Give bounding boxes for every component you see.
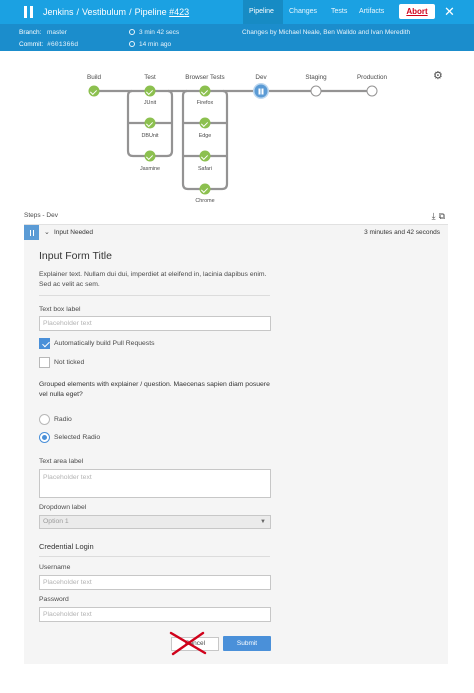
time-ago (129, 40, 171, 49)
steps-title: Steps - Dev (24, 212, 58, 219)
node-edge-success[interactable] (200, 118, 211, 129)
branch-label-junit: JUnit (143, 100, 157, 106)
branch-label-edge: Edge (198, 133, 212, 139)
submit-button[interactable]: Submit (223, 636, 271, 651)
abort-button[interactable]: Abort (399, 4, 435, 19)
form-title: Input Form Title (39, 250, 112, 262)
commit-value: #601366d (47, 41, 79, 48)
gear-icon[interactable]: ⚙ (433, 70, 443, 82)
breadcrumb-jenkins[interactable]: Jenkins (43, 7, 74, 17)
cancel-button[interactable]: Cancel (171, 637, 219, 651)
duration (129, 28, 179, 37)
tab-artifacts[interactable]: Artifacts (359, 8, 385, 15)
password-label: Password (39, 596, 69, 603)
divider (39, 295, 270, 296)
step-row-input-needed[interactable] (24, 224, 448, 240)
breadcrumb (43, 5, 189, 19)
dropdown-label: Dropdown label (39, 504, 87, 511)
stage-label-production: Production (356, 74, 388, 81)
node-staging-pending[interactable] (311, 86, 322, 97)
steps-actions (432, 209, 448, 223)
commit-label: Commit: (19, 41, 44, 48)
checkbox-auto-build-label: Automatically build Pull Requests (54, 340, 155, 347)
stage-label-build: Build (86, 74, 102, 81)
clock-icon (129, 41, 135, 47)
chevron-down-icon: ▼ (260, 519, 266, 525)
node-jasmine-success[interactable] (145, 151, 156, 162)
breadcrumb-separator: / (129, 7, 132, 17)
checkbox-auto-build[interactable] (39, 338, 50, 349)
radio-selected[interactable] (39, 432, 50, 443)
node-chrome-success[interactable] (200, 184, 211, 195)
group-question: Grouped elements with explainer / question. Maecenas sapien diam posuere vel nulla eget? (39, 381, 270, 398)
textbox-input[interactable]: Placeholder text (39, 316, 271, 331)
branch-label-safari: Safari (197, 166, 213, 172)
node-dbunit-success[interactable] (145, 118, 156, 129)
checkbox-not-ticked-label: Not ticked (54, 359, 85, 366)
tab-changes[interactable]: Changes (289, 8, 318, 15)
stage-label-staging: Staging (305, 74, 327, 81)
input-form (24, 240, 448, 664)
divider (39, 556, 270, 557)
breadcrumb-pipeline[interactable]: Pipeline (134, 7, 167, 17)
username-label: Username (39, 564, 71, 571)
node-dev-paused[interactable] (255, 85, 268, 98)
node-junit-success[interactable] (145, 86, 156, 97)
branch-value: master (47, 29, 67, 36)
node-safari-success[interactable] (200, 151, 211, 162)
stage-label-test: Test (144, 74, 156, 81)
top-bar (0, 0, 474, 24)
pipeline-connectors (0, 60, 474, 210)
node-build-success[interactable] (89, 86, 100, 97)
username-input[interactable]: Placeholder text (39, 575, 271, 590)
changes-by[interactable]: Changes by Michael Neale, Ben Walldo and Ivan Meredith (242, 29, 411, 36)
branch-label-jasmine: Jasmine (139, 166, 161, 172)
step-title: Input Needed (54, 229, 94, 236)
step-duration: 3 minutes and 42 seconds (364, 229, 440, 236)
pause-icon[interactable] (24, 6, 33, 18)
pipeline-graph (0, 60, 474, 210)
steps-header (24, 209, 450, 223)
close-icon[interactable]: ✕ (444, 4, 455, 19)
credential-title: Credential Login (39, 542, 94, 551)
open-in-new-icon[interactable]: ⧉ (438, 211, 448, 221)
textarea-label: Text area label (39, 458, 84, 465)
branch-label-dbunit: DBUnit (141, 133, 159, 139)
run-number-link[interactable]: #423 (169, 7, 190, 17)
breadcrumb-separator: / (76, 7, 80, 17)
radio-selected-label: Selected Radio (54, 434, 101, 441)
branch-label-chrome: Chrome (195, 198, 215, 204)
password-input[interactable]: Placeholder text (39, 607, 271, 622)
textarea-input[interactable]: Placeholder text (39, 469, 271, 498)
run-info-bar (0, 24, 474, 51)
paused-status-icon (24, 225, 39, 241)
node-firefox-success[interactable] (200, 86, 211, 97)
radio-option[interactable] (39, 414, 50, 425)
tab-tests[interactable]: Tests (331, 8, 348, 15)
dropdown-select[interactable] (39, 515, 271, 529)
stage-label-dev: Dev (255, 74, 267, 81)
duration-text: 3 min 42 secs (139, 29, 180, 36)
tab-bar (243, 0, 391, 24)
tab-pipeline[interactable]: Pipeline (243, 0, 283, 24)
dropdown-value: Option 1 (43, 518, 69, 525)
stage-label-browser-tests: Browser Tests (185, 74, 225, 81)
cancel-strike-annotation (167, 630, 209, 656)
checkbox-not-ticked[interactable] (39, 357, 50, 368)
form-explainer: Explainer text. Nullam dui dui, imperdiet at eleifend in, lacinia dapibus enim. Sed ac velit ac sem. (39, 271, 267, 288)
node-production-pending[interactable] (367, 86, 378, 97)
branch-label: Branch: (19, 29, 42, 36)
download-icon[interactable]: ⤓ (431, 211, 439, 221)
chevron-down-icon[interactable]: ⌄ (44, 229, 50, 236)
branch-label-firefox: Firefox (196, 100, 214, 106)
breadcrumb-vestibulum[interactable]: Vestibulum (82, 7, 127, 17)
duration-icon (129, 29, 135, 35)
radio-option-label: Radio (54, 416, 72, 423)
textbox-label: Text box label (39, 306, 81, 313)
time-ago-text: 14 min ago (139, 41, 172, 48)
